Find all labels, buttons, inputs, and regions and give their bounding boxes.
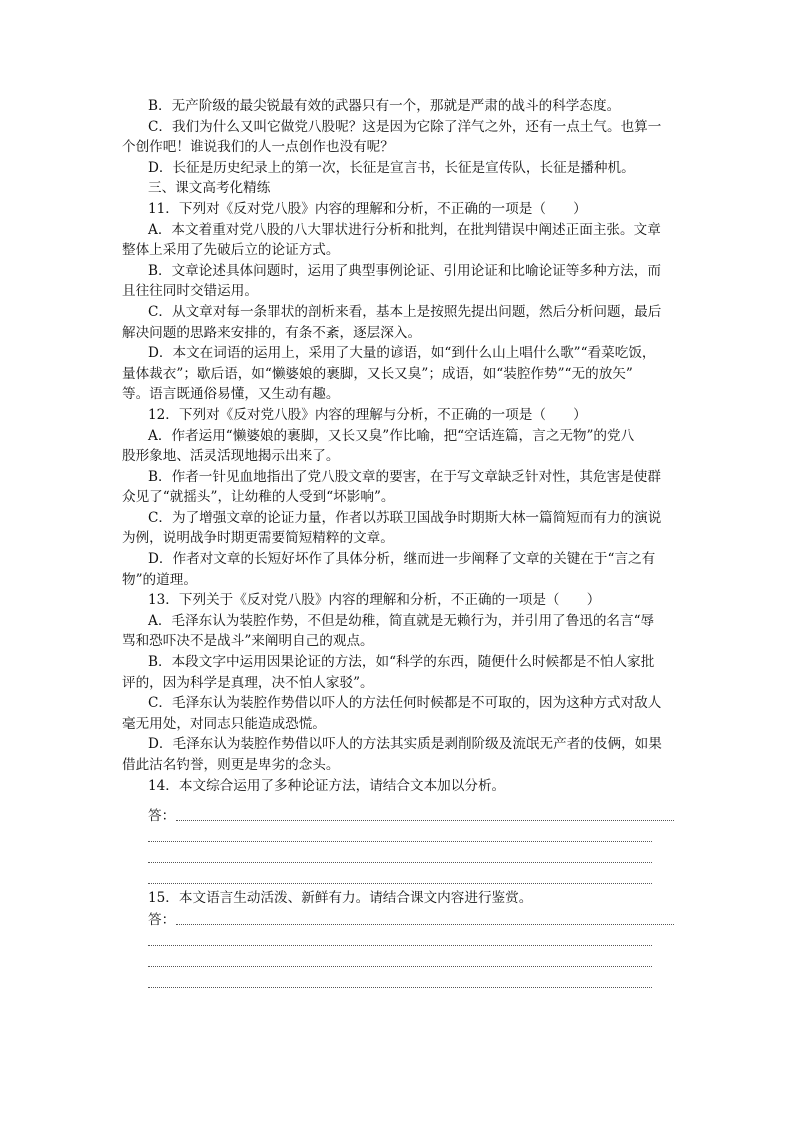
q15-answer-line-1[interactable] <box>176 924 674 925</box>
question-text-block <box>122 96 676 796</box>
option-text: 且往往同时交错运用。 <box>122 283 258 300</box>
q15-answer-line-4[interactable] <box>148 987 652 988</box>
q14-answer-line-3[interactable] <box>148 862 652 863</box>
option-text: B．本段文字中运用因果论证的方法，如“科学的东西，随便什么时候都是不怕人家批 <box>148 654 655 671</box>
option-text: B．作者一针见血地指出了党八股文章的要害，在于写文章缺乏针对性，其危害是使群 <box>148 468 661 485</box>
text-line: B．无产阶级的最尖锐最有效的武器只有一个，那就是严肃的战斗的科学态度。 <box>148 98 621 114</box>
option-text: A．本文着重对党八股的八大罪状进行分析和批判，在批判错误中阐述正面主张。文章 <box>148 221 661 238</box>
question-stem: 13．下列关于《反对党八股》内容的理解和分析，不正确的一项是（ ） <box>148 592 601 609</box>
option-text: B．文章论述具体问题时，运用了典型事例论证、引用论证和比喻论证等多种方法，而 <box>148 262 661 279</box>
option-text: D．毛泽东认为装腔作势借以吓人的方法其实质是剥削阶级及流氓无产者的伎俩，如果 <box>148 736 662 753</box>
option-text: 骂和恐吓决不是战斗”来阐明自己的观点。 <box>122 633 374 650</box>
option-text: C．为了增强文章的论证力量，作者以苏联卫国战争时期斯大林一篇简短而有力的演说 <box>148 509 662 526</box>
question-stem: 14．本文综合运用了多种论证方法，请结合文本加以分析。 <box>148 777 506 794</box>
option-text: A．作者运用“懒婆娘的裹脚，又长又臭”作比喻，把“空话连篇，言之无物”的党八 <box>148 427 635 444</box>
text-line: C．我们为什么又叫它做党八股呢？这是因为它除了洋气之外，还有一点土气。也算一 <box>148 118 662 135</box>
q15-question-stem: 15．本文语言生动活泼、新鲜有力。请结合课文内容进行鉴赏。 <box>148 890 533 906</box>
option-text: C．从文章对每一条罪状的剖析来看，基本上是按照先提出问题，然后分析问题，最后 <box>148 303 662 320</box>
text-line: 个创作吧！谁说我们的人一点创作也没有呢？ <box>122 139 394 156</box>
q14-answer-line-1[interactable] <box>176 820 674 821</box>
q14-answer-line-2[interactable] <box>148 841 652 842</box>
option-text: D．本文在词语的运用上，采用了大量的谚语，如“到什么山上唱什么歌”“看菜吃饭， <box>148 345 656 362</box>
q14-answer-line-4[interactable] <box>148 883 652 884</box>
option-text: 为例，说明战争时期更需要简短精粹的文章。 <box>122 530 394 547</box>
text-line: D．长征是历史纪录上的第一次，长征是宣言书，长征是宣传队，长征是播种机。 <box>148 159 635 176</box>
option-text: 物”的道理。 <box>122 571 197 588</box>
section-heading: 三、课文高考化精练 <box>148 180 271 197</box>
option-text: 股形象地、活灵活现地揭示出来了。 <box>122 448 340 465</box>
option-text: 众见了“就摇头”，让幼稚的人受到“坏影响”。 <box>122 489 395 506</box>
option-text: C．毛泽东认为装腔作势借以吓人的方法任何时候都是不可取的，因为这种方式对敌人 <box>148 695 662 712</box>
question-stem: 12．下列对《反对党八股》内容的理解与分析，不正确的一项是（ ） <box>148 406 587 423</box>
option-text: 解决问题的思路来安排的，有条不紊，逐层深入。 <box>122 324 422 341</box>
option-text: 量体裁衣”；歇后语，如“懒婆娘的裹脚，又长又臭”；成语，如“装腔作势”“无的放矢” <box>122 365 633 382</box>
option-text: 借此沽名钓誉，则更是卑劣的念头。 <box>122 757 340 773</box>
option-text: D．作者对文章的长短好坏作了具体分析，继而进一步阐释了文章的关键在于“言之有 <box>148 551 656 568</box>
option-text: 等。语言既通俗易懂，又生动有趣。 <box>122 386 340 403</box>
q15-answer-line-2[interactable] <box>148 945 652 946</box>
option-text: 评的，因为科学是真理，决不怕人家驳”。 <box>122 674 374 691</box>
q15-answer-label: 答： <box>148 912 176 928</box>
option-text: A．毛泽东认为装腔作势，不但是幼稚，简直就是无赖行为，并引用了鲁迅的名言“辱 <box>148 612 655 629</box>
option-text: 毫无用处，对同志只能造成恐慌。 <box>122 715 326 732</box>
q14-answer-label: 答： <box>148 808 176 824</box>
q15-answer-line-3[interactable] <box>148 966 652 967</box>
question-stem: 11．下列对《反对党八股》内容的理解和分析，不正确的一项是（ ） <box>148 200 587 217</box>
option-text: 整体上采用了先破后立的论证方式。 <box>122 242 340 259</box>
